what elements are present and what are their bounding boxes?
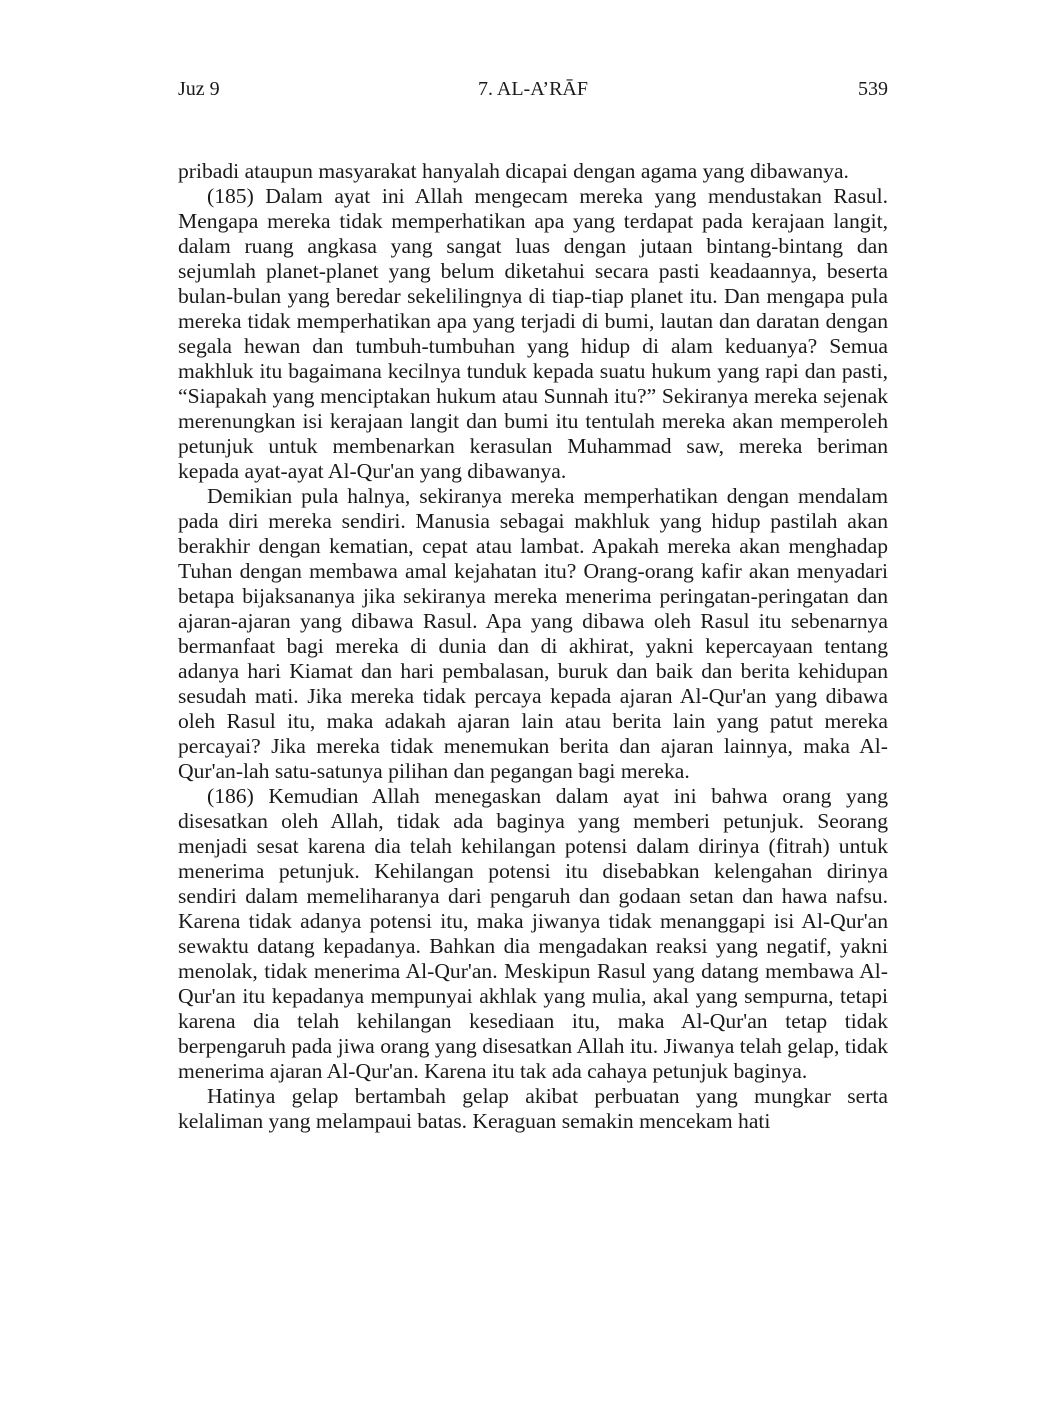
surah-title: 7. AL-A’RĀF <box>477 78 588 100</box>
page-number: 539 <box>858 78 888 100</box>
paragraph-dark-heart: Hatinya gelap bertambah gelap akibat perbuatan yang mungkar serta kelaliman yang melampaui batas. Keraguan semakin mencekam hati <box>178 1084 888 1133</box>
paragraph-self-reflection: Demikian pula halnya, sekiranya mereka memperhatikan dengan mendalam pada diri mereka sendiri. Manusia sebagai makhluk yang hidup pastilah akan berakhir dengan kematian, cepat atau lambat. Apakah mereka akan menghadap Tuhan dengan membawa amal kejahatan itu? Orang-orang kafir akan menyadari betapa bijaksananya jika sekiranya mereka menerima peringatan-peringatan dan ajaran-ajaran yang dibawa Rasul. Apa yang dibawa oleh Rasul itu sebenarnya bermanfaat bagi mereka di dunia dan di akhirat, yakni kepercayaan tentang adanya hari Kiamat dan hari pembalasan, buruk dan baik dan berita kehidupan sesudah mati. Jika mereka tidak percaya kepada ajaran Al-Qur'an yang dibawa oleh Rasul itu, maka adakah ajaran lain atau berita lain yang patut mereka percayai? Jika mereka tidak menemukan berita dan ajaran lainnya, maka Al-Qur'an-lah satu-satunya pilihan dan pegangan bagi mereka. <box>178 484 888 783</box>
page-header <box>178 76 888 102</box>
body-text <box>178 159 888 1134</box>
paragraph-verse-186: (186) Kemudian Allah menegaskan dalam ayat ini bahwa orang yang disesatkan oleh Allah, tidak ada baginya yang memberi petunjuk. Seorang menjadi sesat karena dia telah kehilangan potensi dalam dirinya (fitrah) untuk menerima petunjuk. Kehilangan potensi itu disebabkan kelengahan dirinya sendiri dalam memeliharanya dari pengaruh dan godaan setan dan hawa nafsu. Karena tidak adanya potensi itu, maka jiwanya tidak menanggapi isi Al-Qur'an sewaktu datang kepadanya. Bahkan dia mengadakan reaksi yang negatif, yakni menolak, tidak menerima Al-Qur'an. Meskipun Rasul yang datang membawa Al-Qur'an itu kepadanya mempunyai akhlak yang mulia, akal yang sempurna, tetapi karena dia telah kehilangan kesediaan itu, maka Al-Qur'an tetap tidak berpengaruh pada jiwa orang yang disesatkan Allah itu. Jiwanya telah gelap, tidak menerima ajaran Al-Qur'an. Karena itu tak ada cahaya petunjuk baginya. <box>178 784 888 1083</box>
paragraph-verse-185: (185) Dalam ayat ini Allah mengecam mereka yang mendustakan Rasul. Mengapa mereka tidak memperhatikan apa yang terdapat pada kerajaan langit, dalam ruang angkasa yang sangat luas dengan jutaan bintang-bintang dan sejumlah planet-planet yang belum diketahui secara pasti keadaannya, beserta bulan-bulan yang beredar sekelilingnya di tiap-tiap planet itu. Dan mengapa pula mereka tidak memperhatikan apa yang terjadi di bumi, lautan dan daratan dengan segala hewan dan tumbuh-tumbuhan yang hidup di alam keduanya? Semua makhluk itu bagaimana kecilnya tunduk kepada suatu hukum yang rapi dan pasti, “Siapakah yang menciptakan hukum atau Sunnah itu?” Sekiranya mereka sejenak merenungkan isi kerajaan langit dan bumi itu tentulah mereka akan memperoleh petunjuk untuk membenarkan kerasulan Muhammad saw, mereka beriman kepada ayat-ayat Al-Qur'an yang dibawanya. <box>178 184 888 483</box>
juz-label: Juz 9 <box>178 78 220 100</box>
paragraph-continuation: pribadi ataupun masyarakat hanyalah dicapai dengan agama yang dibawanya. <box>178 159 849 183</box>
